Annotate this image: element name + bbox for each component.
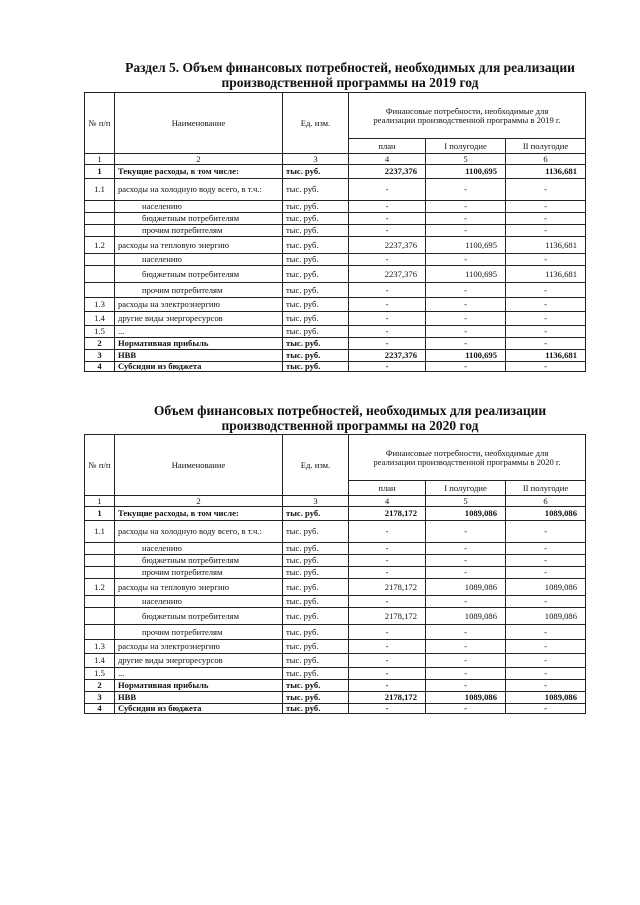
row-unit: тыс. руб. xyxy=(283,326,349,338)
table-row xyxy=(85,266,586,283)
table-row xyxy=(85,608,586,625)
row-h2: 1089,086 xyxy=(506,608,586,625)
row-h1: - xyxy=(426,283,506,298)
table-row xyxy=(85,362,586,372)
row-h2: - xyxy=(506,201,586,213)
row-number xyxy=(85,596,115,608)
table-row xyxy=(85,350,586,362)
table-row xyxy=(85,201,586,213)
row-number xyxy=(85,213,115,225)
row-name: прочим потребителям xyxy=(115,625,283,640)
row-unit: тыс. руб. xyxy=(283,521,349,543)
title-line-2: производственной программы на 2019 год xyxy=(221,75,479,90)
header-plan: план xyxy=(349,139,426,154)
table-row xyxy=(85,625,586,640)
row-name: Нормативная прибыль xyxy=(115,338,283,350)
row-unit: тыс. руб. xyxy=(283,668,349,680)
row-unit: тыс. руб. xyxy=(283,555,349,567)
row-plan: - xyxy=(349,362,426,372)
row-h2: - xyxy=(506,362,586,372)
row-name: расходы на электроэнергию xyxy=(115,298,283,312)
row-h1: - xyxy=(426,567,506,579)
row-number xyxy=(85,555,115,567)
row-h1: - xyxy=(426,625,506,640)
row-unit: тыс. руб. xyxy=(283,225,349,237)
row-unit: тыс. руб. xyxy=(283,640,349,654)
row-h2: - xyxy=(506,312,586,326)
row-plan: 2178,172 xyxy=(349,507,426,521)
row-name: ... xyxy=(115,668,283,680)
table-row xyxy=(85,692,586,704)
row-h1: - xyxy=(426,704,506,714)
row-h2: 1089,086 xyxy=(506,692,586,704)
colnum: 6 xyxy=(506,154,586,165)
row-h2: - xyxy=(506,213,586,225)
row-number xyxy=(85,266,115,283)
row-name: Субсидии из бюджета xyxy=(115,704,283,714)
row-name: расходы на холодную воду всего, в т.ч.: xyxy=(115,179,283,201)
row-number xyxy=(85,625,115,640)
table-row xyxy=(85,298,586,312)
colnum: 4 xyxy=(349,154,426,165)
finance-table-2020 xyxy=(84,434,586,714)
row-h2: - xyxy=(506,179,586,201)
section-title-2020 xyxy=(80,403,620,433)
row-number xyxy=(85,225,115,237)
row-number: 1 xyxy=(85,507,115,521)
row-plan: - xyxy=(349,596,426,608)
row-unit: тыс. руб. xyxy=(283,579,349,596)
table-row xyxy=(85,596,586,608)
table-row xyxy=(85,179,586,201)
row-name: НВВ xyxy=(115,692,283,704)
row-h2: 1136,681 xyxy=(506,266,586,283)
row-number: 1 xyxy=(85,165,115,179)
table-row xyxy=(85,165,586,179)
table-row xyxy=(85,507,586,521)
table-row xyxy=(85,254,586,266)
row-plan: - xyxy=(349,668,426,680)
row-name: населению xyxy=(115,596,283,608)
row-h2: - xyxy=(506,338,586,350)
row-name: прочим потребителям xyxy=(115,283,283,298)
title-line-2: производственной программы на 2020 год xyxy=(221,418,479,433)
row-name: прочим потребителям xyxy=(115,225,283,237)
row-plan: 2178,172 xyxy=(349,579,426,596)
row-h1: - xyxy=(426,521,506,543)
row-plan: - xyxy=(349,326,426,338)
row-name: Текущие расходы, в том числе: xyxy=(115,165,283,179)
row-name: расходы на тепловую энергию xyxy=(115,237,283,254)
row-h1: - xyxy=(426,326,506,338)
row-plan: - xyxy=(349,312,426,326)
title-line-1: Объем финансовых потребностей, необходимых для реализации xyxy=(153,403,547,418)
row-plan: - xyxy=(349,298,426,312)
row-plan: 2178,172 xyxy=(349,692,426,704)
table-row xyxy=(85,225,586,237)
row-unit: тыс. руб. xyxy=(283,266,349,283)
table-row xyxy=(85,555,586,567)
row-number: 3 xyxy=(85,692,115,704)
row-plan: - xyxy=(349,338,426,350)
table-row xyxy=(85,213,586,225)
table-row xyxy=(85,338,586,350)
row-name: бюджетным потребителям xyxy=(115,555,283,567)
row-h2: - xyxy=(506,283,586,298)
row-number: 1.2 xyxy=(85,579,115,596)
row-name: другие виды энергоресурсов xyxy=(115,312,283,326)
row-plan: - xyxy=(349,521,426,543)
row-unit: тыс. руб. xyxy=(283,312,349,326)
row-h1: - xyxy=(426,312,506,326)
header-num: № п/п xyxy=(85,435,115,496)
row-plan: - xyxy=(349,640,426,654)
row-number: 3 xyxy=(85,350,115,362)
row-number: 4 xyxy=(85,704,115,714)
row-plan: - xyxy=(349,555,426,567)
row-h2: - xyxy=(506,596,586,608)
table-row xyxy=(85,668,586,680)
row-unit: тыс. руб. xyxy=(283,507,349,521)
row-name: бюджетным потребителям xyxy=(115,266,283,283)
row-unit: тыс. руб. xyxy=(283,567,349,579)
row-name: населению xyxy=(115,543,283,555)
row-plan: - xyxy=(349,213,426,225)
row-name: расходы на электроэнергию xyxy=(115,640,283,654)
row-name: Текущие расходы, в том числе: xyxy=(115,507,283,521)
row-h1: 1100,695 xyxy=(426,237,506,254)
header-h2: II полугодие xyxy=(506,481,586,496)
colnum: 5 xyxy=(426,154,506,165)
colnum: 1 xyxy=(85,154,115,165)
row-number xyxy=(85,254,115,266)
row-h2: - xyxy=(506,704,586,714)
row-h2: - xyxy=(506,625,586,640)
row-number: 1.3 xyxy=(85,298,115,312)
row-unit: тыс. руб. xyxy=(283,654,349,668)
row-unit: тыс. руб. xyxy=(283,165,349,179)
row-plan: - xyxy=(349,543,426,555)
row-name: населению xyxy=(115,201,283,213)
row-h2: 1136,681 xyxy=(506,350,586,362)
row-name: Нормативная прибыль xyxy=(115,680,283,692)
row-plan: - xyxy=(349,225,426,237)
table-row xyxy=(85,567,586,579)
row-h2: - xyxy=(506,254,586,266)
row-number xyxy=(85,567,115,579)
row-unit: тыс. руб. xyxy=(283,254,349,266)
row-h1: - xyxy=(426,362,506,372)
row-number xyxy=(85,608,115,625)
row-number: 1.5 xyxy=(85,326,115,338)
row-unit: тыс. руб. xyxy=(283,680,349,692)
row-h2: - xyxy=(506,555,586,567)
row-plan: - xyxy=(349,283,426,298)
row-plan: 2237,376 xyxy=(349,266,426,283)
table-row xyxy=(85,326,586,338)
table-row xyxy=(85,680,586,692)
row-unit: тыс. руб. xyxy=(283,237,349,254)
row-h2: 1089,086 xyxy=(506,579,586,596)
colnum: 3 xyxy=(283,496,349,507)
row-number: 2 xyxy=(85,338,115,350)
row-unit: тыс. руб. xyxy=(283,608,349,625)
row-h1: - xyxy=(426,543,506,555)
header-group: Финансовые потребности, необходимые для реализации производственной программы в 2020 г. xyxy=(349,435,586,481)
row-h1: 1100,695 xyxy=(426,266,506,283)
row-number: 1.1 xyxy=(85,521,115,543)
row-unit: тыс. руб. xyxy=(283,213,349,225)
table-row xyxy=(85,283,586,298)
row-number xyxy=(85,201,115,213)
row-h1: - xyxy=(426,654,506,668)
row-unit: тыс. руб. xyxy=(283,350,349,362)
colnum: 4 xyxy=(349,496,426,507)
row-plan: 2178,172 xyxy=(349,608,426,625)
row-name: населению xyxy=(115,254,283,266)
row-plan: 2237,376 xyxy=(349,165,426,179)
row-h2: - xyxy=(506,680,586,692)
row-h2: - xyxy=(506,326,586,338)
row-plan: - xyxy=(349,704,426,714)
row-number: 2 xyxy=(85,680,115,692)
row-number: 1.1 xyxy=(85,179,115,201)
row-unit: тыс. руб. xyxy=(283,596,349,608)
table-row xyxy=(85,579,586,596)
row-name: расходы на тепловую энергию xyxy=(115,579,283,596)
row-name: ... xyxy=(115,326,283,338)
table-row xyxy=(85,543,586,555)
row-h1: 1089,086 xyxy=(426,507,506,521)
finance-table-2019 xyxy=(84,92,586,372)
header-name: Наименование xyxy=(115,435,283,496)
row-h1: - xyxy=(426,338,506,350)
row-unit: тыс. руб. xyxy=(283,362,349,372)
row-name: НВВ xyxy=(115,350,283,362)
header-plan: план xyxy=(349,481,426,496)
row-h1: - xyxy=(426,555,506,567)
row-name: расходы на холодную воду всего, в т.ч.: xyxy=(115,521,283,543)
row-plan: - xyxy=(349,201,426,213)
row-h1: - xyxy=(426,668,506,680)
row-h2: - xyxy=(506,654,586,668)
table-row xyxy=(85,312,586,326)
row-unit: тыс. руб. xyxy=(283,179,349,201)
row-name: прочим потребителям xyxy=(115,567,283,579)
row-plan: - xyxy=(349,254,426,266)
row-unit: тыс. руб. xyxy=(283,283,349,298)
header-h1: I полугодие xyxy=(426,139,506,154)
row-plan: 2237,376 xyxy=(349,350,426,362)
row-h1: - xyxy=(426,298,506,312)
row-plan: - xyxy=(349,625,426,640)
row-h2: 1089,086 xyxy=(506,507,586,521)
row-unit: тыс. руб. xyxy=(283,338,349,350)
row-name: Субсидии из бюджета xyxy=(115,362,283,372)
row-h1: 1100,695 xyxy=(426,165,506,179)
row-h1: 1089,086 xyxy=(426,579,506,596)
row-h1: - xyxy=(426,201,506,213)
row-unit: тыс. руб. xyxy=(283,692,349,704)
row-h2: - xyxy=(506,543,586,555)
row-h1: - xyxy=(426,225,506,237)
header-num: № п/п xyxy=(85,93,115,154)
row-h2: - xyxy=(506,298,586,312)
row-number: 4 xyxy=(85,362,115,372)
row-unit: тыс. руб. xyxy=(283,543,349,555)
colnum: 2 xyxy=(115,496,283,507)
row-plan: - xyxy=(349,179,426,201)
row-h1: - xyxy=(426,640,506,654)
row-name: бюджетным потребителям xyxy=(115,608,283,625)
row-unit: тыс. руб. xyxy=(283,704,349,714)
row-plan: - xyxy=(349,567,426,579)
row-h2: - xyxy=(506,225,586,237)
row-name: бюджетным потребителям xyxy=(115,213,283,225)
header-name: Наименование xyxy=(115,93,283,154)
header-unit: Ед. изм. xyxy=(283,93,349,154)
row-number: 1.4 xyxy=(85,312,115,326)
title-line-1: Раздел 5. Объем финансовых потребностей, необходимых для реализации xyxy=(125,60,575,75)
row-h1: 1089,086 xyxy=(426,608,506,625)
colnum: 6 xyxy=(506,496,586,507)
row-h2: - xyxy=(506,521,586,543)
row-number xyxy=(85,283,115,298)
row-unit: тыс. руб. xyxy=(283,298,349,312)
header-group: Финансовые потребности, необходимые для реализации производственной программы в 2019 г. xyxy=(349,93,586,139)
header-unit: Ед. изм. xyxy=(283,435,349,496)
table-row xyxy=(85,704,586,714)
row-h2: - xyxy=(506,668,586,680)
row-h2: 1136,681 xyxy=(506,165,586,179)
header-h2: II полугодие xyxy=(506,139,586,154)
row-h1: - xyxy=(426,179,506,201)
colnum: 5 xyxy=(426,496,506,507)
row-plan: - xyxy=(349,680,426,692)
row-name: другие виды энергоресурсов xyxy=(115,654,283,668)
row-h2: - xyxy=(506,640,586,654)
row-unit: тыс. руб. xyxy=(283,625,349,640)
row-h1: - xyxy=(426,680,506,692)
table-row xyxy=(85,237,586,254)
row-plan: - xyxy=(349,654,426,668)
table-row xyxy=(85,521,586,543)
row-plan: 2237,376 xyxy=(349,237,426,254)
colnum: 2 xyxy=(115,154,283,165)
section-title-2019 xyxy=(80,60,620,90)
table-row xyxy=(85,640,586,654)
header-h1: I полугодие xyxy=(426,481,506,496)
row-number: 1.3 xyxy=(85,640,115,654)
row-number: 1.2 xyxy=(85,237,115,254)
row-h1: - xyxy=(426,254,506,266)
row-number xyxy=(85,543,115,555)
row-h1: 1089,086 xyxy=(426,692,506,704)
colnum: 3 xyxy=(283,154,349,165)
row-number: 1.5 xyxy=(85,668,115,680)
row-h1: - xyxy=(426,213,506,225)
table-row xyxy=(85,654,586,668)
row-h1: - xyxy=(426,596,506,608)
row-h1: 1100,695 xyxy=(426,350,506,362)
row-h2: 1136,681 xyxy=(506,237,586,254)
row-number: 1.4 xyxy=(85,654,115,668)
row-h2: - xyxy=(506,567,586,579)
colnum: 1 xyxy=(85,496,115,507)
row-unit: тыс. руб. xyxy=(283,201,349,213)
